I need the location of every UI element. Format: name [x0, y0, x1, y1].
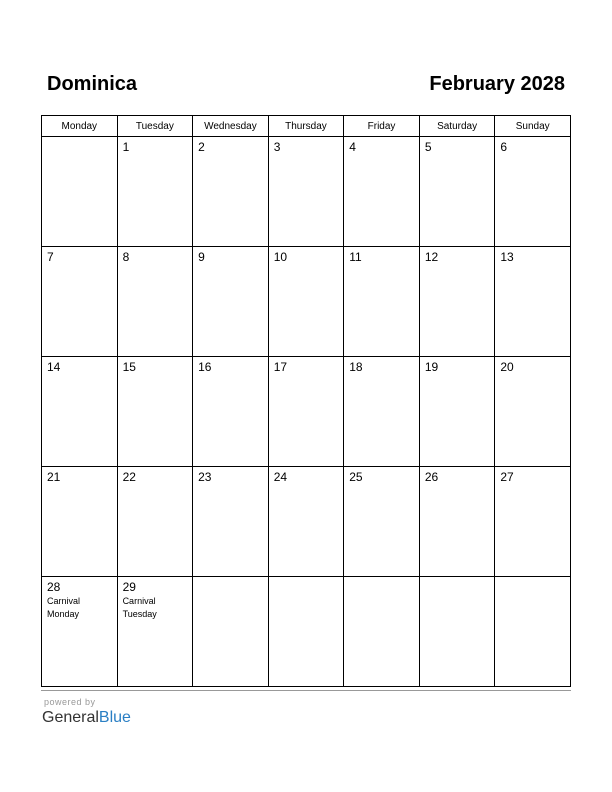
- day-number: 27: [500, 470, 514, 484]
- day-number: 22: [122, 470, 136, 484]
- day-number: 2: [198, 140, 205, 154]
- day-cell: [268, 577, 344, 687]
- day-number: 11: [349, 250, 362, 264]
- day-number: 19: [424, 360, 439, 374]
- day-cell: [495, 467, 571, 577]
- day-cell: [193, 577, 269, 687]
- day-cell: [419, 137, 495, 247]
- day-cell: [117, 357, 193, 467]
- day-cell: [344, 357, 420, 467]
- week-row: [42, 247, 571, 357]
- holiday-label: Carnival Monday: [47, 596, 81, 619]
- weekday-header-thursday: Thursday: [268, 116, 344, 137]
- day-number: [420, 577, 495, 580]
- day-number: 3: [273, 140, 281, 154]
- day-number: 15: [122, 360, 136, 374]
- day-cell: [42, 357, 118, 467]
- footer-divider: [41, 690, 571, 691]
- week-row: [42, 467, 571, 577]
- day-number: 9: [198, 250, 205, 264]
- day-number: 24: [273, 470, 288, 484]
- day-cell: [42, 137, 118, 247]
- day-number: [193, 577, 268, 580]
- day-number: 17: [273, 360, 288, 374]
- day-number: 26: [424, 470, 439, 484]
- weekday-header-tuesday: Tuesday: [117, 116, 193, 137]
- brand-blue-text: Blue: [98, 709, 131, 726]
- day-number: [344, 577, 419, 580]
- day-cell: [495, 577, 571, 687]
- day-cell: [344, 467, 420, 577]
- day-cell: [193, 467, 269, 577]
- day-number: 5: [424, 140, 432, 154]
- weekday-header-friday: Friday: [344, 116, 420, 137]
- day-number: 7: [47, 250, 54, 264]
- day-number: 29: [122, 580, 136, 594]
- day-cell: [42, 247, 118, 357]
- powered-by-label: powered by: [44, 697, 96, 707]
- weekday-header-wednesday: Wednesday: [193, 116, 269, 137]
- calendar-grid: [41, 115, 571, 687]
- day-number: 25: [349, 470, 363, 484]
- day-cell: [419, 577, 495, 687]
- day-number: 23: [198, 470, 212, 484]
- day-number: 4: [349, 140, 356, 154]
- day-cell: [117, 247, 193, 357]
- week-row: [42, 577, 571, 687]
- day-cell: [419, 357, 495, 467]
- holiday-label: Carnival Tuesday: [122, 596, 157, 619]
- day-cell: [42, 577, 118, 687]
- day-number: 13: [500, 250, 514, 264]
- day-cell: [495, 357, 571, 467]
- week-row: [42, 357, 571, 467]
- day-number: 14: [47, 360, 61, 374]
- day-cell: [193, 357, 269, 467]
- day-number: 28: [47, 580, 61, 594]
- day-cell: [268, 467, 344, 577]
- day-number: 18: [349, 360, 363, 374]
- day-cell: [344, 137, 420, 247]
- day-cell: [419, 247, 495, 357]
- country-title: Dominica: [47, 73, 138, 95]
- day-cell: [344, 577, 420, 687]
- day-cell: [268, 357, 344, 467]
- day-number: [42, 137, 117, 140]
- day-cell: [495, 247, 571, 357]
- weekday-header-sunday: Sunday: [495, 116, 571, 137]
- day-cell: [495, 137, 571, 247]
- weekday-header-monday: Monday: [42, 116, 118, 137]
- day-number: 12: [424, 250, 439, 264]
- day-number: 6: [500, 140, 508, 154]
- day-number: [495, 577, 570, 580]
- generalblue-logo[interactable]: [42, 708, 131, 728]
- weekday-header-row: [42, 116, 571, 137]
- weekday-header-saturday: Saturday: [419, 116, 495, 137]
- brand-general-text: General: [42, 709, 99, 726]
- day-number: 20: [500, 360, 514, 374]
- day-number: 10: [273, 250, 288, 264]
- day-cell: [268, 247, 344, 357]
- day-cell: [193, 137, 269, 247]
- day-cell: [42, 467, 118, 577]
- day-cell: [268, 137, 344, 247]
- month-title: February 2028: [429, 73, 565, 95]
- day-cell: [117, 137, 193, 247]
- day-number: 21: [47, 470, 61, 484]
- day-cell: [117, 577, 193, 687]
- day-cell: [344, 247, 420, 357]
- day-number: 1: [122, 140, 130, 154]
- day-cell: [419, 467, 495, 577]
- day-number: [269, 577, 344, 580]
- day-number: 8: [122, 250, 130, 264]
- day-cell: [117, 467, 193, 577]
- week-row: [42, 137, 571, 247]
- day-cell: [193, 247, 269, 357]
- day-number: 16: [198, 360, 212, 374]
